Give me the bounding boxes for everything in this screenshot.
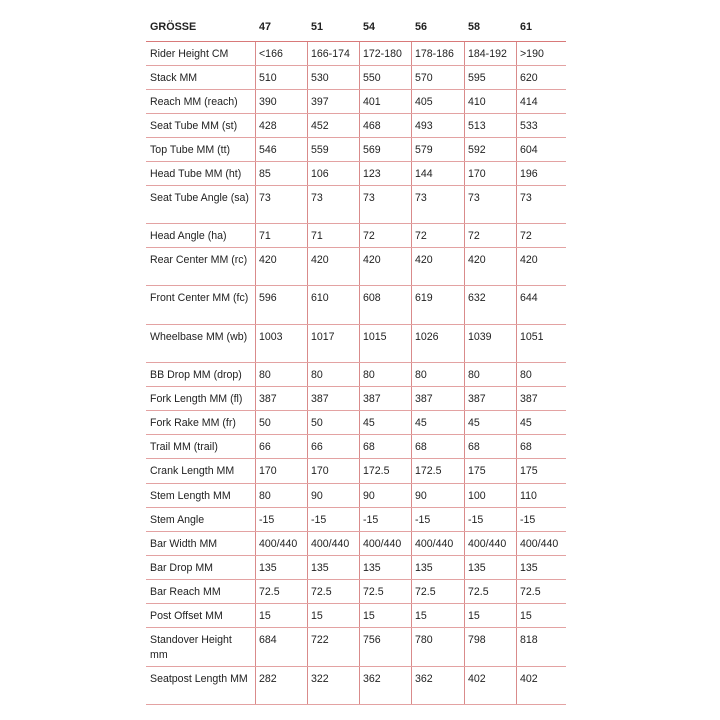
value-cell: 15	[411, 604, 464, 627]
row-label: Fork Length MM (fl)	[150, 393, 243, 405]
value-cell: -15	[359, 508, 411, 531]
value-cell: 420	[307, 248, 359, 285]
table-row	[146, 162, 566, 186]
value-cell: 45	[516, 411, 566, 434]
row-label: Wheelbase MM (wb)	[150, 331, 248, 343]
value-cell: 144	[411, 162, 464, 185]
value-cell: 170	[307, 459, 359, 483]
value-cell: 401	[359, 90, 411, 113]
value-cell: 80	[255, 484, 307, 507]
value-cell: -15	[516, 508, 566, 531]
value-cell: 66	[307, 435, 359, 458]
value-cell: 72.5	[307, 580, 359, 603]
value-cell: 1003	[255, 325, 307, 362]
value-cell: 71	[307, 224, 359, 247]
row-label: Rear Center MM (rc)	[150, 254, 248, 266]
value-cell: 170	[464, 162, 516, 185]
value-cell: 530	[307, 66, 359, 89]
value-cell: 387	[359, 387, 411, 410]
value-cell: 110	[516, 484, 566, 507]
value-cell: 1017	[307, 325, 359, 362]
value-cell: 546	[255, 138, 307, 161]
row-label: Stack MM	[150, 72, 198, 84]
row-label: Bar Width MM	[150, 538, 218, 550]
table-row	[146, 667, 566, 705]
value-cell: 362	[359, 667, 411, 704]
value-cell: 798	[464, 628, 516, 666]
value-cell: 80	[255, 363, 307, 386]
value-cell: 579	[411, 138, 464, 161]
table-row	[146, 363, 566, 387]
value-cell: 15	[516, 604, 566, 627]
value-cell: >190	[516, 42, 566, 65]
value-cell: 550	[359, 66, 411, 89]
value-cell: 178-186	[411, 42, 464, 65]
row-label: Trail MM (trail)	[150, 441, 218, 453]
value-cell: 410	[464, 90, 516, 113]
value-cell: 1039	[464, 325, 516, 362]
value-cell: 72	[411, 224, 464, 247]
value-cell: -15	[411, 508, 464, 531]
size-header-cell: 61	[520, 21, 533, 33]
table-row	[146, 224, 566, 248]
value-cell: 72.5	[464, 580, 516, 603]
value-cell: 68	[411, 435, 464, 458]
value-cell: 172-180	[359, 42, 411, 65]
value-cell: 619	[411, 286, 464, 324]
value-cell: 610	[307, 286, 359, 324]
value-cell: 1051	[516, 325, 566, 362]
row-label: Stem Angle	[150, 514, 205, 526]
table-row	[146, 508, 566, 532]
table-row	[146, 286, 566, 325]
value-cell: 420	[255, 248, 307, 285]
value-cell: 322	[307, 667, 359, 704]
value-cell: 780	[411, 628, 464, 666]
value-cell: 73	[411, 186, 464, 223]
table-row	[146, 580, 566, 604]
value-cell: 428	[255, 114, 307, 137]
table-row	[146, 484, 566, 508]
value-cell: 196	[516, 162, 566, 185]
value-cell: 72.5	[411, 580, 464, 603]
value-cell: 402	[464, 667, 516, 704]
row-label: Head Tube MM (ht)	[150, 168, 242, 180]
value-cell: 106	[307, 162, 359, 185]
value-cell: 570	[411, 66, 464, 89]
row-label: Standover Height mm	[150, 634, 232, 661]
value-cell: 45	[411, 411, 464, 434]
value-cell: 50	[255, 411, 307, 434]
value-cell: 80	[411, 363, 464, 386]
table-row	[146, 387, 566, 411]
value-cell: 510	[255, 66, 307, 89]
value-cell: 452	[307, 114, 359, 137]
row-label: Head Angle (ha)	[150, 230, 227, 242]
value-cell: 493	[411, 114, 464, 137]
value-cell: 73	[359, 186, 411, 223]
value-cell: 100	[464, 484, 516, 507]
value-cell: 397	[307, 90, 359, 113]
value-cell: 80	[516, 363, 566, 386]
row-label: BB Drop MM (drop)	[150, 369, 242, 381]
value-cell: 595	[464, 66, 516, 89]
table-row	[146, 411, 566, 435]
value-cell: 172.5	[411, 459, 464, 483]
value-cell: 387	[411, 387, 464, 410]
table-row	[146, 604, 566, 628]
value-cell: 172.5	[359, 459, 411, 483]
value-cell: 68	[359, 435, 411, 458]
value-cell: 135	[359, 556, 411, 579]
value-cell: 45	[359, 411, 411, 434]
value-cell: 15	[255, 604, 307, 627]
row-label: Bar Drop MM	[150, 562, 213, 574]
value-cell: 592	[464, 138, 516, 161]
row-label: Top Tube MM (tt)	[150, 144, 231, 156]
table-header-row	[146, 18, 566, 42]
value-cell: 644	[516, 286, 566, 324]
row-label: Bar Reach MM	[150, 586, 221, 598]
value-cell: 68	[464, 435, 516, 458]
size-header-cell: 56	[415, 21, 428, 33]
value-cell: 170	[255, 459, 307, 483]
value-cell: 15	[359, 604, 411, 627]
table-row	[146, 325, 566, 363]
table-row	[146, 628, 566, 667]
value-cell: 632	[464, 286, 516, 324]
value-cell: 420	[359, 248, 411, 285]
value-cell: 123	[359, 162, 411, 185]
header-label: GRÖSSE	[150, 21, 197, 33]
value-cell: 596	[255, 286, 307, 324]
row-label: Rider Height CM	[150, 48, 229, 60]
value-cell: 604	[516, 138, 566, 161]
value-cell: 405	[411, 90, 464, 113]
value-cell: 135	[516, 556, 566, 579]
value-cell: 620	[516, 66, 566, 89]
row-label: Reach MM (reach)	[150, 96, 238, 108]
value-cell: 390	[255, 90, 307, 113]
value-cell: 72	[359, 224, 411, 247]
value-cell: 72	[464, 224, 516, 247]
value-cell: 184-192	[464, 42, 516, 65]
row-label: Seat Tube Angle (sa)	[150, 192, 249, 204]
value-cell: 90	[359, 484, 411, 507]
value-cell: -15	[255, 508, 307, 531]
row-label: Fork Rake MM (fr)	[150, 417, 236, 429]
row-label: Stem Length MM	[150, 490, 231, 502]
value-cell: 80	[307, 363, 359, 386]
value-cell: 1026	[411, 325, 464, 362]
row-label: Seat Tube MM (st)	[150, 120, 238, 132]
value-cell: 608	[359, 286, 411, 324]
value-cell: <166	[255, 42, 307, 65]
value-cell: 72.5	[516, 580, 566, 603]
table-row	[146, 90, 566, 114]
table-row	[146, 66, 566, 90]
value-cell: 400/440	[516, 532, 566, 555]
table-row	[146, 459, 566, 484]
value-cell: 1015	[359, 325, 411, 362]
value-cell: 90	[411, 484, 464, 507]
table-row	[146, 138, 566, 162]
value-cell: 68	[516, 435, 566, 458]
value-cell: -15	[464, 508, 516, 531]
row-label: Crank Length MM	[150, 465, 235, 477]
table-row	[146, 186, 566, 224]
value-cell: 818	[516, 628, 566, 666]
size-header-cell: 58	[468, 21, 481, 33]
size-header-cell: 47	[259, 21, 272, 33]
value-cell: 400/440	[307, 532, 359, 555]
value-cell: 414	[516, 90, 566, 113]
value-cell: 135	[307, 556, 359, 579]
size-header-cell: 54	[363, 21, 376, 33]
size-header-cell: 51	[311, 21, 324, 33]
value-cell: 722	[307, 628, 359, 666]
value-cell: 684	[255, 628, 307, 666]
value-cell: 90	[307, 484, 359, 507]
value-cell: 71	[255, 224, 307, 247]
value-cell: 468	[359, 114, 411, 137]
value-cell: 175	[464, 459, 516, 483]
table-row	[146, 532, 566, 556]
value-cell: 420	[516, 248, 566, 285]
value-cell: 72.5	[255, 580, 307, 603]
value-cell: 400/440	[255, 532, 307, 555]
value-cell: 402	[516, 667, 566, 704]
table-row	[146, 114, 566, 138]
value-cell: 73	[516, 186, 566, 223]
value-cell: 15	[307, 604, 359, 627]
value-cell: 72	[516, 224, 566, 247]
table-row	[146, 42, 566, 66]
value-cell: 387	[516, 387, 566, 410]
value-cell: 135	[255, 556, 307, 579]
value-cell: 513	[464, 114, 516, 137]
table-row	[146, 556, 566, 580]
value-cell: 135	[411, 556, 464, 579]
value-cell: 73	[307, 186, 359, 223]
value-cell: -15	[307, 508, 359, 531]
value-cell: 45	[464, 411, 516, 434]
table-row	[146, 248, 566, 286]
value-cell: 72.5	[359, 580, 411, 603]
value-cell: 387	[255, 387, 307, 410]
value-cell: 73	[255, 186, 307, 223]
row-label: Post Offset MM	[150, 610, 223, 622]
value-cell: 282	[255, 667, 307, 704]
value-cell: 362	[411, 667, 464, 704]
value-cell: 756	[359, 628, 411, 666]
table-row	[146, 435, 566, 459]
value-cell: 387	[464, 387, 516, 410]
value-cell: 85	[255, 162, 307, 185]
value-cell: 400/440	[411, 532, 464, 555]
value-cell: 175	[516, 459, 566, 483]
value-cell: 73	[464, 186, 516, 223]
value-cell: 66	[255, 435, 307, 458]
value-cell: 166-174	[307, 42, 359, 65]
value-cell: 400/440	[464, 532, 516, 555]
row-label: Front Center MM (fc)	[150, 292, 249, 304]
value-cell: 80	[464, 363, 516, 386]
value-cell: 533	[516, 114, 566, 137]
value-cell: 420	[464, 248, 516, 285]
value-cell: 400/440	[359, 532, 411, 555]
value-cell: 569	[359, 138, 411, 161]
value-cell: 420	[411, 248, 464, 285]
value-cell: 15	[464, 604, 516, 627]
row-label: Seatpost Length MM	[150, 673, 248, 685]
value-cell: 387	[307, 387, 359, 410]
value-cell: 559	[307, 138, 359, 161]
value-cell: 80	[359, 363, 411, 386]
value-cell: 135	[464, 556, 516, 579]
value-cell: 50	[307, 411, 359, 434]
